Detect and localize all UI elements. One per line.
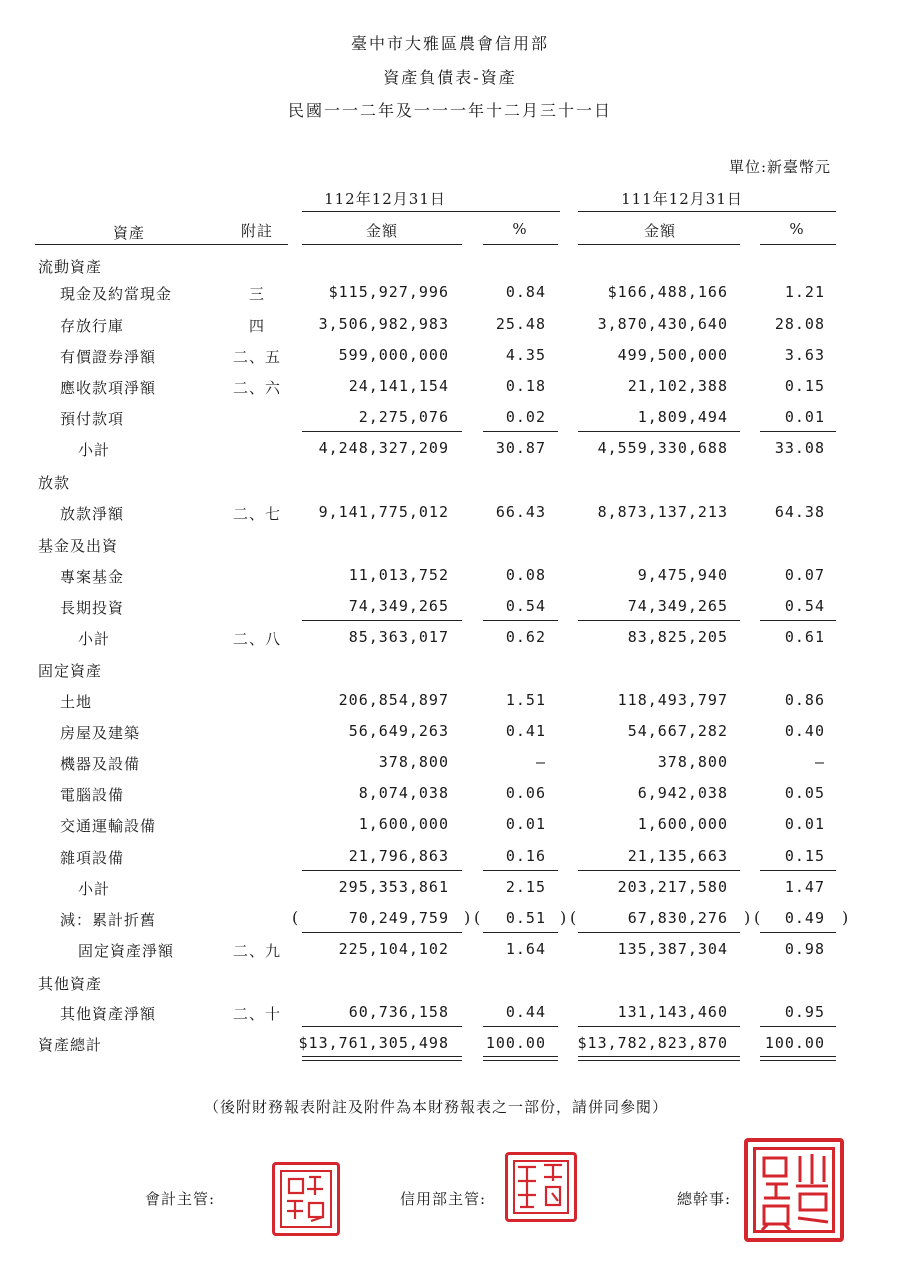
amount-column-header-2: 金額 [643,222,677,240]
row-amount-1: 70,249,759 [348,909,449,927]
unit-label: 單位:新臺幣元 [728,158,831,176]
subtotal-rule [578,870,740,871]
row-amount-1: 60,736,158 [348,1003,449,1021]
row-label: 其他資產 [38,975,103,993]
subtotal-rule [302,932,462,933]
total-double-rule [302,1056,462,1061]
row-note: 二、九 [232,942,282,960]
subtotal-rule [578,620,740,621]
row-pct-2: 100.00 [764,1034,825,1052]
row-pct-2: 64.38 [774,503,825,521]
pct-column-header-2: % [789,220,805,238]
row-pct-1: 0.16 [505,847,546,865]
subtotal-rule [302,620,462,621]
row-note: 三 [248,285,266,303]
row-label: 土地 [60,693,93,711]
row-label: 減：累計折舊 [60,911,157,929]
row-label: 存放行庫 [60,317,125,335]
subtotal-rule [760,1026,836,1027]
row-pct-1: 0.62 [505,628,546,646]
row-pct-2: 0.49 [784,909,825,927]
row-pct-2: 1.21 [784,283,825,301]
row-label: 小計 [78,441,111,459]
row-pct-1: 0.06 [505,784,546,802]
row-amount-1: 9,141,775,012 [318,503,449,521]
row-amount-2: 74,349,265 [627,597,728,615]
row-label: 專案基金 [60,568,125,586]
row-note: 二、六 [232,379,282,397]
row-amount-1: 599,000,000 [338,346,449,364]
row-pct-1: 25.48 [495,315,546,333]
amount2-header-rule [578,244,740,245]
row-label: 資產總計 [38,1036,103,1054]
row-pct-1: 0.44 [505,1003,546,1021]
total-double-rule [760,1056,836,1061]
row-amount-2: 8,873,137,213 [597,503,728,521]
row-amount-1: 85,363,017 [348,628,449,646]
row-pct-1: 0.84 [505,283,546,301]
row-label: 小計 [78,630,111,648]
accounting-supervisor-seal [272,1162,340,1236]
row-amount-2: 67,830,276 [627,909,728,927]
row-pct-2: 33.08 [774,439,825,457]
row-amount-2: 3,870,430,640 [597,315,728,333]
year2-rule [578,211,836,212]
statement-period: 民國一一二年及一一一年十二月三十一日 [287,101,613,120]
subtotal-rule [302,1026,462,1027]
negative-paren: ( [570,908,577,927]
amount-column-header-1: 金額 [365,222,399,240]
row-label: 房屋及建築 [60,724,141,742]
row-label: 交通運輸設備 [60,817,157,835]
row-amount-1: 225,104,102 [338,940,449,958]
row-amount-2: 21,102,388 [627,377,728,395]
row-pct-1: — [535,753,546,771]
row-pct-2: 0.05 [784,784,825,802]
row-pct-2: 0.86 [784,691,825,709]
credit-supervisor-seal [505,1152,577,1222]
pct-column-header-1: % [512,220,528,238]
row-amount-2: 83,825,205 [627,628,728,646]
row-pct-1: 1.51 [505,691,546,709]
row-amount-2: 378,800 [657,753,728,771]
row-label: 放款 [38,474,71,492]
negative-paren: ( [754,908,761,927]
row-amount-1: 4,248,327,209 [318,439,449,457]
row-pct-2: — [814,753,825,771]
row-pct-2: 0.01 [784,815,825,833]
row-amount-1: 378,800 [378,753,449,771]
row-amount-1: 8,074,038 [358,784,449,802]
row-amount-1: 295,353,861 [338,878,449,896]
pct1-header-rule [483,244,558,245]
row-amount-2: $13,782,823,870 [577,1034,728,1052]
row-pct-2: 0.01 [784,408,825,426]
year1-header: 112年12月31日 [324,190,446,208]
row-amount-1: 3,506,982,983 [318,315,449,333]
row-amount-2: 118,493,797 [617,691,728,709]
total-double-rule [483,1056,558,1061]
subtotal-rule [760,870,836,871]
row-pct-2: 0.95 [784,1003,825,1021]
note-column-header: 附註 [240,222,274,240]
row-pct-2: 28.08 [774,315,825,333]
row-pct-2: 0.54 [784,597,825,615]
row-label: 預付款項 [60,410,125,428]
row-amount-1: 56,649,263 [348,722,449,740]
row-pct-1: 4.35 [505,346,546,364]
row-pct-1: 1.64 [505,940,546,958]
negative-paren: ) [560,908,567,927]
footnote: （後附財務報表附註及附件為本財務報表之一部份，請併同參閱） [203,1098,669,1116]
row-pct-2: 3.63 [784,346,825,364]
row-label: 雜項設備 [60,849,125,867]
row-note: 二、八 [232,630,282,648]
row-pct-2: 0.07 [784,566,825,584]
year2-header: 111年12月31日 [621,190,743,208]
subtotal-rule [483,932,558,933]
row-pct-2: 0.15 [784,847,825,865]
general-manager-label: 總幹事: [677,1190,732,1208]
row-amount-2: 131,143,460 [617,1003,728,1021]
row-pct-1: 0.02 [505,408,546,426]
row-pct-1: 0.18 [505,377,546,395]
row-amount-2: 9,475,940 [637,566,728,584]
row-amount-2: 54,667,282 [627,722,728,740]
row-amount-1: $115,927,996 [328,283,449,301]
row-pct-1: 0.51 [505,909,546,927]
row-label: 應收款項淨額 [60,379,157,397]
negative-paren: ) [842,908,849,927]
row-pct-2: 1.47 [784,878,825,896]
row-amount-1: 11,013,752 [348,566,449,584]
row-amount-1: 2,275,076 [358,408,449,426]
row-label: 長期投資 [60,599,125,617]
row-label: 現金及約當現金 [60,285,173,303]
year1-rule [302,211,560,212]
row-label: 流動資產 [38,258,103,276]
row-amount-1: 74,349,265 [348,597,449,615]
row-note: 二、七 [232,505,282,523]
row-note: 四 [248,317,266,335]
row-amount-2: 1,600,000 [637,815,728,833]
accounting-supervisor-label: 會計主管: [145,1190,216,1208]
row-amount-1: $13,761,305,498 [298,1034,449,1052]
negative-paren: ) [744,908,751,927]
row-pct-1: 0.54 [505,597,546,615]
row-amount-2: $166,488,166 [607,283,728,301]
subtotal-rule [483,431,558,432]
row-amount-1: 24,141,154 [348,377,449,395]
asset-column-header: 資產 [112,224,146,242]
row-pct-1: 0.01 [505,815,546,833]
subtotal-rule [483,620,558,621]
row-pct-1: 66.43 [495,503,546,521]
negative-paren: ( [474,908,481,927]
statement-title: 資產負債表-資產 [383,68,517,87]
subtotal-rule [760,932,836,933]
row-label: 固定資產淨額 [78,942,175,960]
row-amount-2: 1,809,494 [637,408,728,426]
row-amount-1: 206,854,897 [338,691,449,709]
row-amount-2: 4,559,330,688 [597,439,728,457]
row-amount-2: 6,942,038 [637,784,728,802]
subtotal-rule [760,431,836,432]
row-label: 電腦設備 [60,786,125,804]
note-header-rule [226,244,288,245]
subtotal-rule [578,932,740,933]
row-note: 二、十 [232,1005,282,1023]
row-label: 放款淨額 [60,505,125,523]
row-label: 其他資產淨額 [60,1005,157,1023]
credit-supervisor-label: 信用部主管: [400,1190,487,1208]
negative-paren: ) [464,908,471,927]
row-pct-1: 0.41 [505,722,546,740]
row-amount-1: 1,600,000 [358,815,449,833]
subtotal-rule [578,1026,740,1027]
pct2-header-rule [760,244,836,245]
subtotal-rule [578,431,740,432]
amount1-header-rule [302,244,462,245]
negative-paren: ( [292,908,299,927]
row-label: 機器及設備 [60,755,141,773]
row-pct-1: 30.87 [495,439,546,457]
row-label: 有價證券淨額 [60,348,157,366]
row-pct-1: 100.00 [485,1034,546,1052]
row-label: 固定資產 [38,662,103,680]
total-double-rule [578,1056,740,1061]
subtotal-rule [483,870,558,871]
subtotal-rule [760,620,836,621]
subtotal-rule [483,1026,558,1027]
org-name: 臺中市大雅區農會信用部 [350,34,550,53]
row-pct-2: 0.40 [784,722,825,740]
subtotal-rule [302,431,462,432]
row-amount-2: 21,135,663 [627,847,728,865]
row-note: 二、五 [232,348,282,366]
row-amount-2: 499,500,000 [617,346,728,364]
row-amount-2: 203,217,580 [617,878,728,896]
general-manager-seal [744,1138,844,1242]
row-pct-2: 0.98 [784,940,825,958]
asset-header-rule [35,244,240,245]
row-pct-2: 0.15 [784,377,825,395]
row-label: 小計 [78,880,111,898]
row-amount-1: 21,796,863 [348,847,449,865]
subtotal-rule [302,870,462,871]
row-amount-2: 135,387,304 [617,940,728,958]
row-pct-1: 0.08 [505,566,546,584]
row-pct-1: 2.15 [505,878,546,896]
row-label: 基金及出資 [38,537,119,555]
row-pct-2: 0.61 [784,628,825,646]
